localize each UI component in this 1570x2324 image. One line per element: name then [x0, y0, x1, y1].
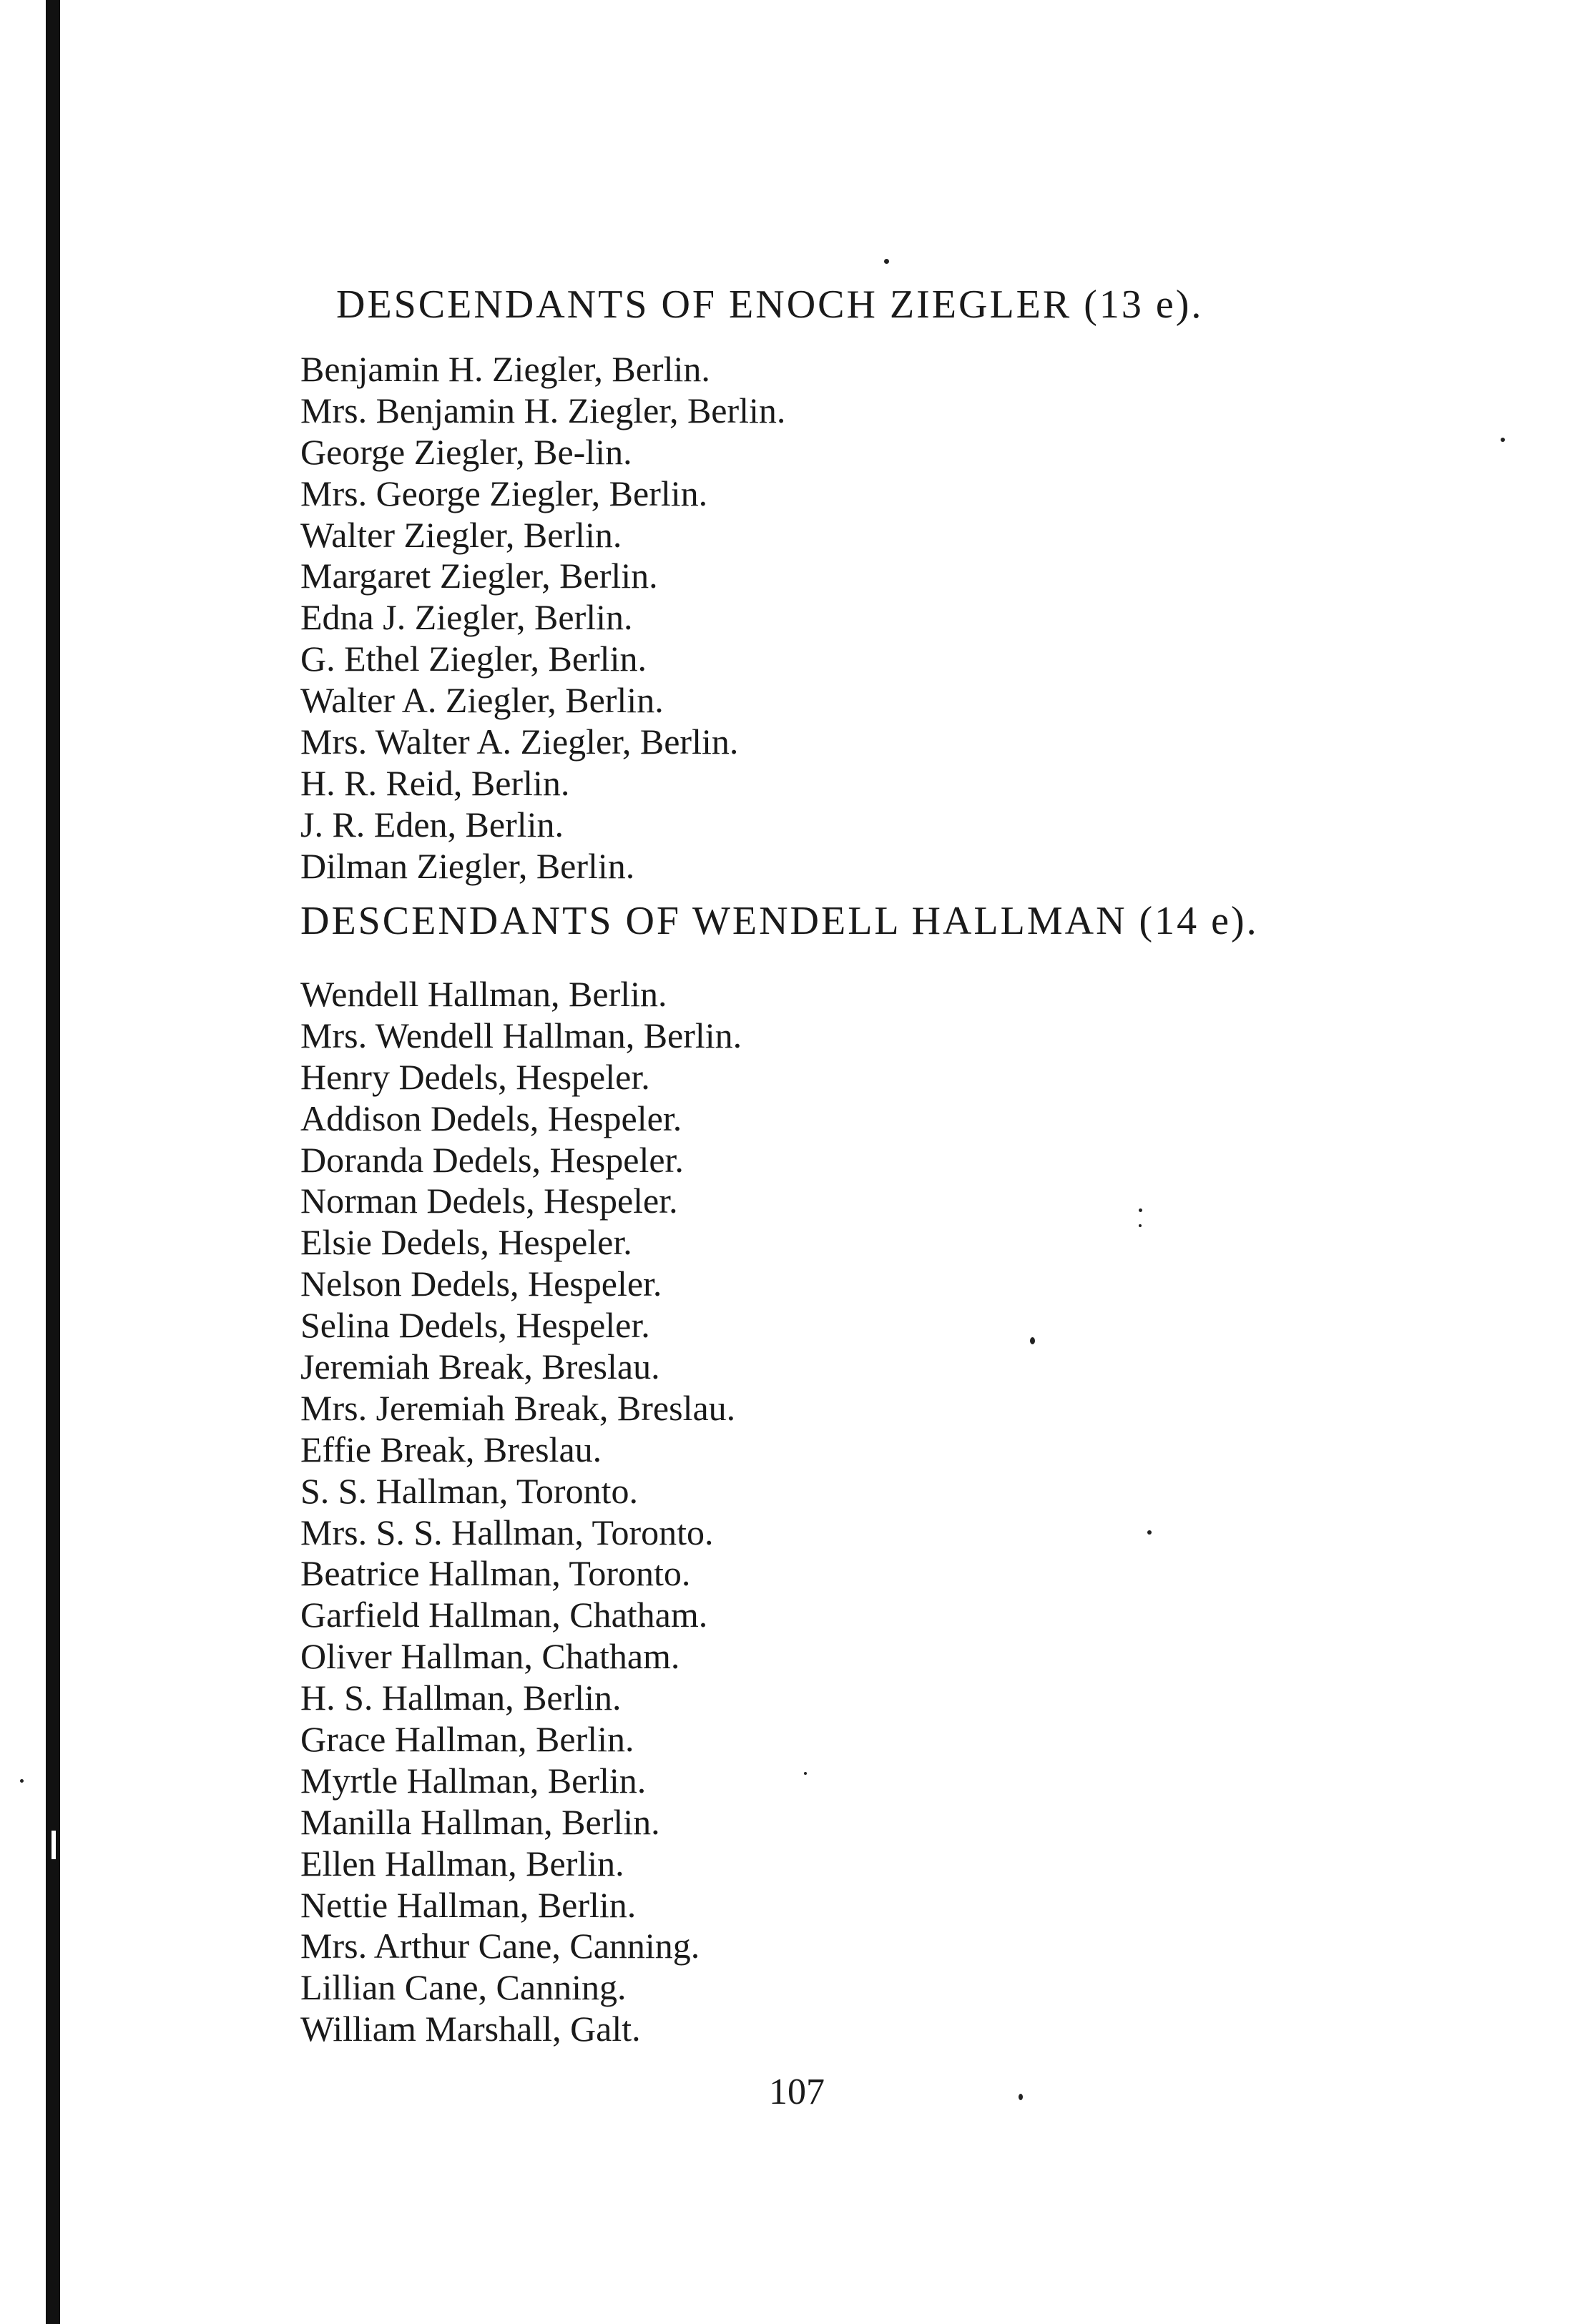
list-item: Grace Hallman, Berlin. — [300, 1719, 634, 1760]
page-binding-edge — [46, 0, 60, 2324]
list-item: Doranda Dedels, Hespeler. — [300, 1139, 684, 1180]
binding-edge-gap — [51, 1831, 56, 1859]
list-item: Elsie Dedels, Hespeler. — [300, 1222, 632, 1263]
section-heading-wendell-hallman: DESCENDANTS OF WENDELL HALLMAN (14 e). — [300, 899, 1259, 943]
list-item: Nettie Hallman, Berlin. — [300, 1884, 637, 1925]
list-item: Garfield Hallman, Chatham. — [300, 1595, 708, 1635]
list-item: S. S. Hallman, Toronto. — [300, 1470, 638, 1511]
ink-speck — [1139, 1208, 1142, 1212]
list-item: Mrs. Wendell Hallman, Berlin. — [300, 1015, 742, 1055]
list-item: J. R. Eden, Berlin. — [300, 804, 564, 845]
list-item: H. R. Reid, Berlin. — [300, 762, 570, 803]
list-item: Edna J. Ziegler, Berlin. — [300, 597, 633, 638]
list-item: Dilman Ziegler, Berlin. — [300, 845, 635, 886]
list-item: Walter A. Ziegler, Berlin. — [300, 680, 664, 721]
ink-speck — [1139, 1224, 1142, 1227]
list-item: Addison Dedels, Hespeler. — [300, 1098, 682, 1138]
list-item: Mrs. S. S. Hallman, Toronto. — [300, 1512, 714, 1552]
list-item: Myrtle Hallman, Berlin. — [300, 1760, 647, 1801]
ink-speck — [1147, 1530, 1152, 1535]
ink-speck — [1030, 1337, 1035, 1344]
list-item: Walter Ziegler, Berlin. — [300, 514, 622, 555]
ink-speck — [1019, 2094, 1023, 2100]
list-item: Beatrice Hallman, Toronto. — [300, 1553, 691, 1594]
list-item: George Ziegler, Be-lin. — [300, 431, 632, 472]
ink-speck — [1501, 438, 1505, 442]
list-item: Mrs. Arthur Cane, Canning. — [300, 1926, 700, 1966]
list-item: Ellen Hallman, Berlin. — [300, 1843, 624, 1884]
list-item: Oliver Hallman, Chatham. — [300, 1636, 680, 1677]
list-item: G. Ethel Ziegler, Berlin. — [300, 639, 647, 679]
list-item: Mrs. George Ziegler, Berlin. — [300, 473, 708, 513]
list-item: William Marshall, Galt. — [300, 2009, 641, 2049]
section-heading-enoch-ziegler: DESCENDANTS OF ENOCH ZIEGLER (13 e). — [336, 282, 1204, 327]
list-item: Mrs. Benjamin H. Ziegler, Berlin. — [300, 390, 786, 430]
entry-list-enoch-ziegler — [300, 349, 785, 887]
list-item: Manilla Hallman, Berlin. — [300, 1801, 660, 1842]
list-item: Wendell Hallman, Berlin. — [300, 974, 667, 1014]
list-item: Effie Break, Breslau. — [300, 1429, 602, 1469]
list-item: H. S. Hallman, Berlin. — [300, 1678, 622, 1718]
entry-list-wendell-hallman — [300, 974, 742, 2050]
ink-speck — [804, 1772, 807, 1775]
list-item: Norman Dedels, Hespeler. — [300, 1181, 678, 1221]
list-item: Selina Dedels, Hespeler. — [300, 1305, 650, 1346]
page-number: 107 — [769, 2072, 825, 2112]
list-item: Margaret Ziegler, Berlin. — [300, 556, 658, 596]
ink-speck — [884, 259, 889, 264]
list-item: Mrs. Walter A. Ziegler, Berlin. — [300, 722, 739, 762]
list-item: Lillian Cane, Canning. — [300, 1967, 627, 2008]
list-item: Nelson Dedels, Hespeler. — [300, 1264, 662, 1304]
list-item: Henry Dedels, Hespeler. — [300, 1056, 650, 1097]
list-item: Jeremiah Break, Breslau. — [300, 1346, 660, 1387]
list-item: Mrs. Jeremiah Break, Breslau. — [300, 1387, 736, 1428]
ink-speck — [20, 1779, 24, 1783]
list-item: Benjamin H. Ziegler, Berlin. — [300, 349, 710, 389]
